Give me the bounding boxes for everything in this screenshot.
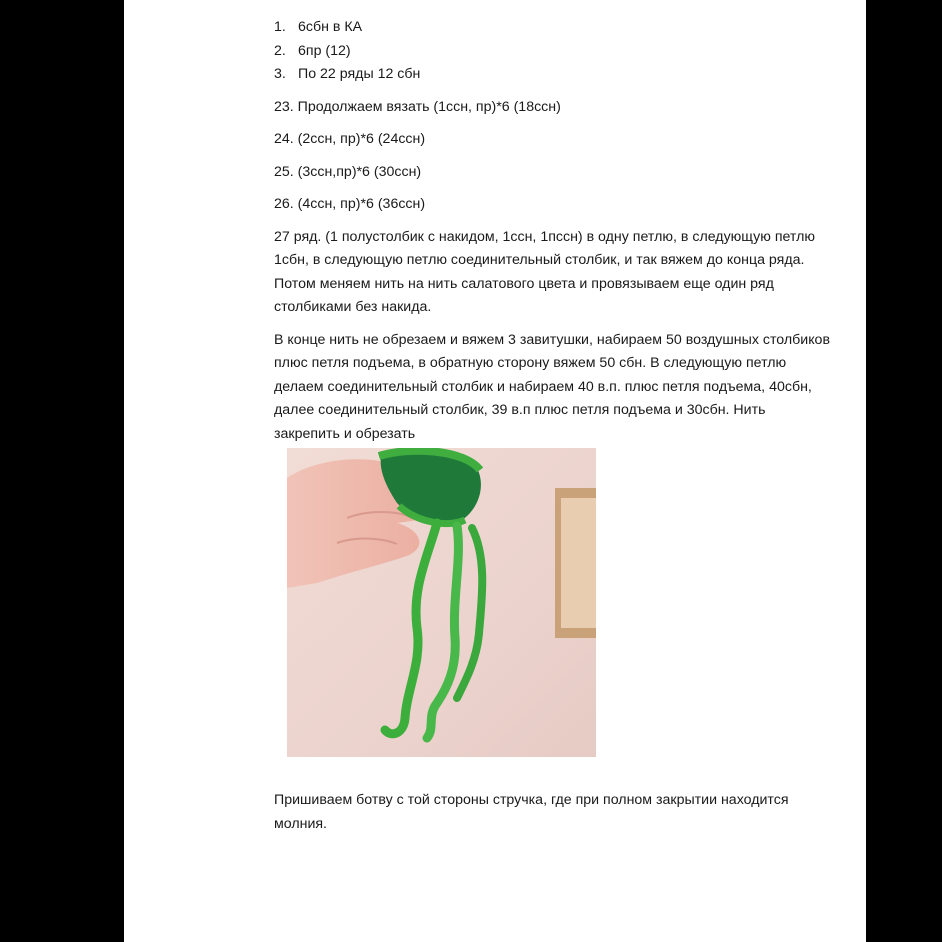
list-item: 1. 6сбн в КА — [274, 19, 363, 35]
row-25: 25. (3ссн,пр)*6 (30ссн) — [274, 163, 422, 180]
list-item: 3. По 22 ряды 12 сбн — [274, 66, 421, 82]
numbered-list — [274, 16, 834, 87]
row-24: 24. (2ссн, пр)*6 (24ссн) — [274, 131, 426, 147]
document-page — [124, 0, 866, 942]
row-27-paragraph: 27 ряд. (1 полустолбик с накидом, 1ссн, 1пссн) в одну петлю, в следующую петлю 1сбн, в следующую петлю соединительный столбик, и так вяжем до конца ряда. Потом меняем нить на нить салатового цвета и провязываем еще один ряд столбиками без накида. — [274, 228, 816, 315]
list-item: 2. 6пр (12) — [274, 42, 351, 59]
crochet-leaves-image — [287, 448, 596, 757]
crochet-photo — [287, 448, 596, 757]
row-26: 26. (4ссн, пр)*6 (36ссн) — [274, 196, 426, 212]
row-23: 23. Продолжаем вязать (1ссн, пр)*6 (18ссн) — [274, 98, 561, 115]
curls-paragraph: В конце нить не обрезаем и вяжем 3 завитушки, набираем 50 воздушных столбиков плюс петля подъема, в обратную сторону вяжем 50 сбн. В следующую петлю делаем соединительный столбик и набираем 40 в.п. плюс петля подъема, 40сбн, далее соединительный столбик, 39 в.п плюс петля подъема и 30сбн. Нить закрепить и обрезать — [274, 331, 830, 442]
footer-paragraph: Пришиваем ботву с той стороны стручка, где при полном закрытии находится молния. — [274, 792, 789, 832]
instructions — [274, 16, 834, 446]
